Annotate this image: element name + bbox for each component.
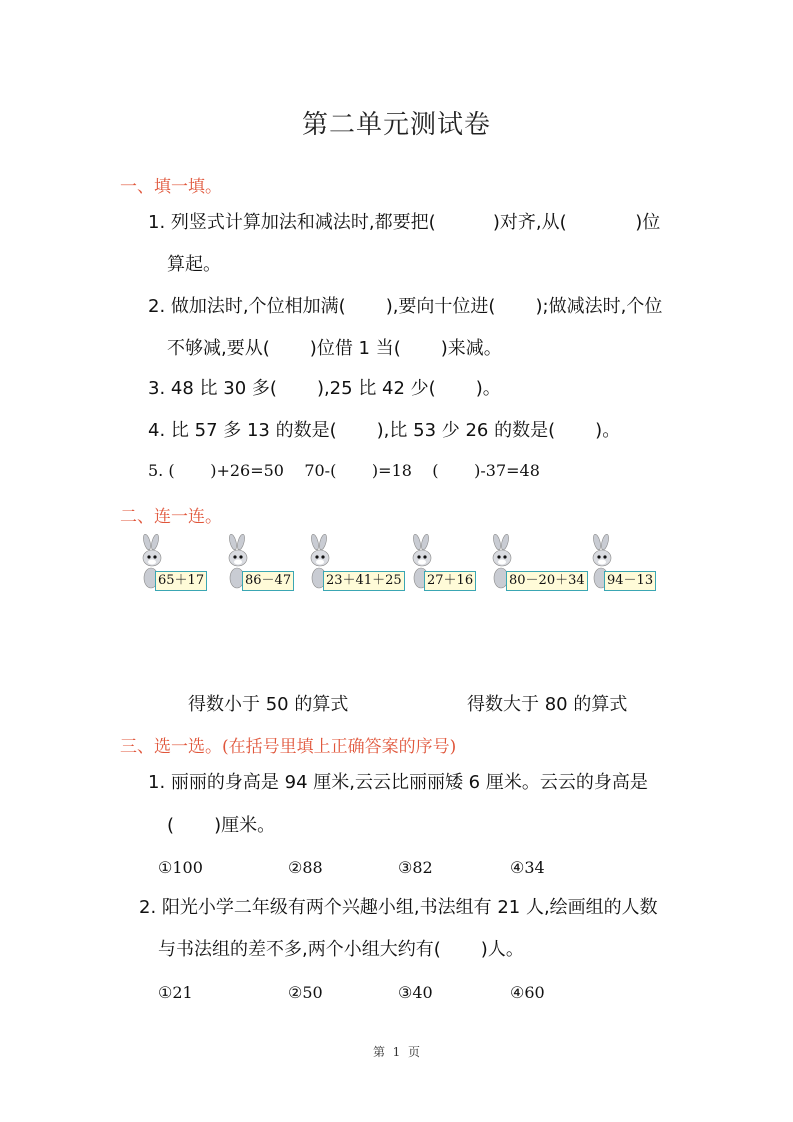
question-3: 3. 48 比 30 多( ),25 比 42 少( )。: [148, 378, 501, 399]
question-4: 4. 比 57 多 13 的数是( ),比 53 少 26 的数是( )。: [148, 420, 621, 441]
category-less-than-50[interactable]: 得数小于 50 的算式: [188, 694, 349, 715]
expression-box: 94－13: [604, 571, 656, 591]
choice-question-2-line-1: 2. 阳光小学二年级有两个兴趣小组,书法组有 21 人,绘画组的人数: [139, 897, 658, 918]
question-1-line-1: 1. 列竖式计算加法和减法时,都要把( )对齐,从( )位: [148, 212, 661, 233]
expression-box: 27＋16: [424, 571, 476, 591]
page-number: 第 1 页: [373, 1045, 420, 1059]
section-heading-connect: 二、连一连。: [120, 507, 222, 527]
choice-option[interactable]: ②88: [288, 858, 323, 877]
choice-question-1-line-2: ( )厘米。: [167, 815, 276, 836]
choice-option[interactable]: ④34: [510, 858, 545, 877]
category-greater-than-80[interactable]: 得数大于 80 的算式: [467, 694, 628, 715]
expression-box: 86－47: [242, 571, 294, 591]
page-title: 第二单元测试卷: [301, 110, 491, 140]
question-2-line-1: 2. 做加法时,个位相加满( ),要向十位进( );做减法时,个位: [148, 296, 663, 317]
expression-row: [0, 534, 793, 594]
expression-box: 23＋41＋25: [323, 571, 405, 591]
question-2-line-2: 不够减,要从( )位借 1 当( )来减。: [167, 338, 502, 359]
choice-option[interactable]: ③40: [398, 983, 433, 1002]
section-heading-choose: 三、选一选。(在括号里填上正确答案的序号): [120, 737, 457, 757]
choice-option[interactable]: ③82: [398, 858, 433, 877]
question-1-line-2: 算起。: [167, 254, 221, 275]
choice-question-2-line-2: 与书法组的差不多,两个小组大约有( )人。: [158, 939, 524, 960]
choice-option[interactable]: ①21: [158, 983, 193, 1002]
expression-box: 80－20＋34: [506, 571, 588, 591]
section-heading-fill: 一、填一填。: [120, 177, 222, 197]
choice-option[interactable]: ①100: [158, 858, 203, 877]
expression-box: 65＋17: [155, 571, 207, 591]
choice-option[interactable]: ④60: [510, 983, 545, 1002]
choice-option[interactable]: ②50: [288, 983, 323, 1002]
choice-question-1-line-1: 1. 丽丽的身高是 94 厘米,云云比丽丽矮 6 厘米。云云的身高是: [148, 772, 648, 793]
question-5: 5. ( )+26=50 70-( )=18 ( )-37=48: [148, 461, 540, 480]
